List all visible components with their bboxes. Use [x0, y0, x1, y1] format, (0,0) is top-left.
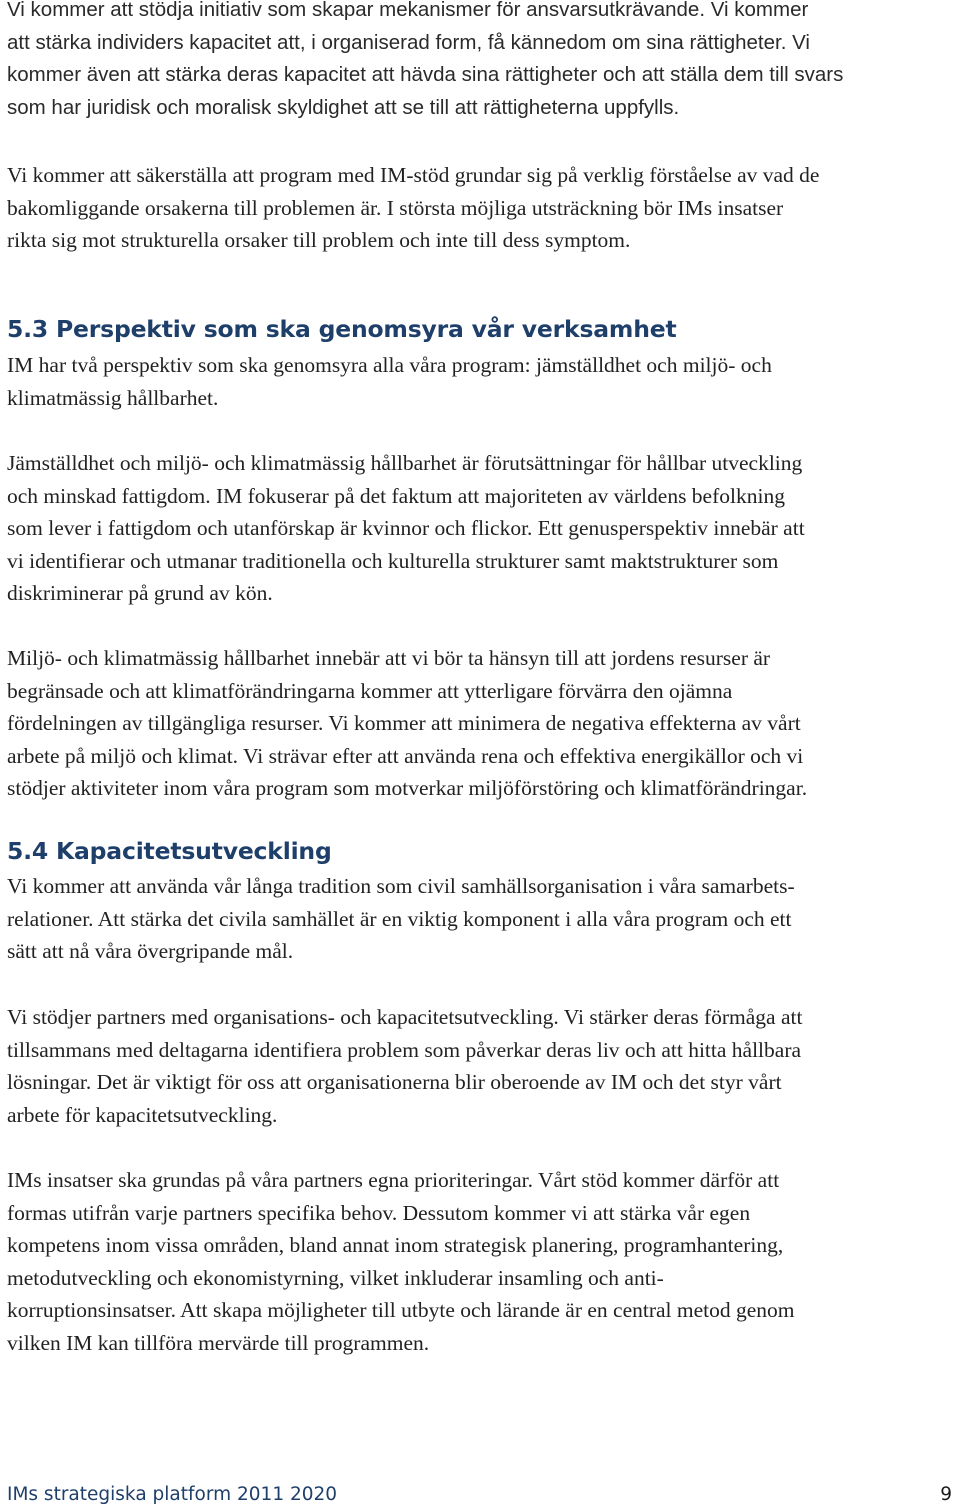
text-line: Vi kommer att stödja initiativ som skapar mekanismer för ansvarsutkrävande. Vi kommer — [7, 0, 809, 21]
text-line: lösningar. Det är viktigt för oss att organisationerna blir oberoende av IM och det styr vårt — [7, 1070, 782, 1095]
section-5-3-paragraph-3 — [7, 642, 952, 805]
text-line: kommer även att stärka deras kapacitet att hävda sina rättigheter och att ställa dem till svars — [7, 63, 844, 87]
intro-paragraph — [7, 0, 952, 124]
section-5-4-paragraph-1 — [7, 870, 952, 968]
understanding-paragraph — [7, 159, 952, 257]
section-5-3-paragraph-2 — [7, 447, 952, 610]
text-line: IM har två perspektiv som ska genomsyra alla våra program: jämställdhet och miljö- och — [7, 353, 772, 377]
text-line: bakomliggande orsakerna till problemen är. I största möjliga utsträckning bör IMs insatser — [7, 195, 784, 220]
footer-title: IMs strategiska platform 2011 2020 — [7, 1484, 338, 1505]
text-line: Jämställdhet och miljö- och klimatmässig hållbarhet är förutsättningar för hållbar utveckling — [7, 451, 803, 475]
section-5-4-paragraph-3 — [7, 1164, 952, 1360]
text-line: Vi kommer att säkerställa att program med IM-stöd grundar sig på verklig förståelse av vad de — [7, 163, 820, 187]
text-line: korruptionsinsatser. Att skapa möjligheter till utbyte och lärande är en central metod genom — [7, 1298, 795, 1323]
text-line: som lever i fattigdom och utanförskap är kvinnor och flickor. Ett genusperspektiv innebär att — [7, 516, 805, 541]
text-line: rikta sig mot strukturella orsaker till problem och inte till dess symptom. — [7, 228, 631, 253]
text-line: begränsade och att klimatförändringarna kommer att ytterligare förvärra den ojämna — [7, 678, 733, 703]
text-line: klimatmässig hållbarhet. — [7, 385, 219, 410]
text-line: relationer. Att stärka det civila samhället är en viktig komponent i alla våra program och ett — [7, 906, 792, 931]
text-line: Vi stödjer partners med organisations- och kapacitetsutveckling. Vi stärker deras förmåga att — [7, 1005, 803, 1029]
text-line: metodutveckling och ekonomistyrning, vilket inkluderar insamling och anti- — [7, 1265, 664, 1290]
section-5-3-heading: 5.3 Perspektiv som ska genomsyra vår verksamhet — [7, 315, 677, 343]
text-line: IMs insatser ska grundas på våra partners egna prioriteringar. Vårt stöd kommer därför att — [7, 1168, 780, 1192]
text-line: och minskad fattigdom. IM fokuserar på det faktum att majoriteten av världens befolkning — [7, 483, 785, 508]
text-line: fördelningen av tillgängliga resurser. Vi kommer att minimera de negativa effekterna av vårt — [7, 711, 801, 736]
page-number: 9 — [940, 1484, 952, 1505]
text-line: att stärka individers kapacitet att, i organiserad form, få kännedom om sina rättigheter. Vi — [7, 30, 810, 54]
text-line: vilken IM kan tillföra mervärde till programmen. — [7, 1330, 430, 1355]
section-5-4-paragraph-2 — [7, 1001, 952, 1131]
text-line: kompetens inom vissa områden, bland annat inom strategisk planering, programhantering, — [7, 1233, 784, 1258]
text-line: tillsammans med deltagarna identifiera problem som påverkar deras liv och att hitta hållbara — [7, 1037, 802, 1062]
section-5-4-heading: 5.4 Kapacitetsutveckling — [7, 837, 332, 865]
section-5-3-paragraph-1 — [7, 349, 952, 414]
text-line: diskriminerar på grund av kön. — [7, 581, 273, 606]
text-line: Vi kommer att använda vår långa tradition som civil samhällsorganisation i våra samarbets- — [7, 874, 795, 898]
text-line: som har juridisk och moralisk skyldighet att se till att rättigheterna uppfylls. — [7, 95, 680, 119]
text-line: Miljö- och klimatmässig hållbarhet innebär att vi bör ta hänsyn till att jordens resurser är — [7, 646, 771, 670]
text-line: vi identifierar och utmanar traditionella och kulturella strukturer samt maktstrukturer som — [7, 548, 779, 573]
text-line: sätt att nå våra övergripande mål. — [7, 939, 294, 964]
text-line: formas utifrån varje partners specifika behov. Dessutom kommer vi att stärka vår egen — [7, 1200, 751, 1225]
text-line: arbete för kapacitetsutveckling. — [7, 1102, 278, 1127]
text-line: arbete på miljö och klimat. Vi strävar efter att använda rena och effektiva energikällor och vi — [7, 743, 804, 768]
text-line: stödjer aktiviteter inom våra program som motverkar miljöförstöring och klimatförändringar. — [7, 776, 808, 801]
